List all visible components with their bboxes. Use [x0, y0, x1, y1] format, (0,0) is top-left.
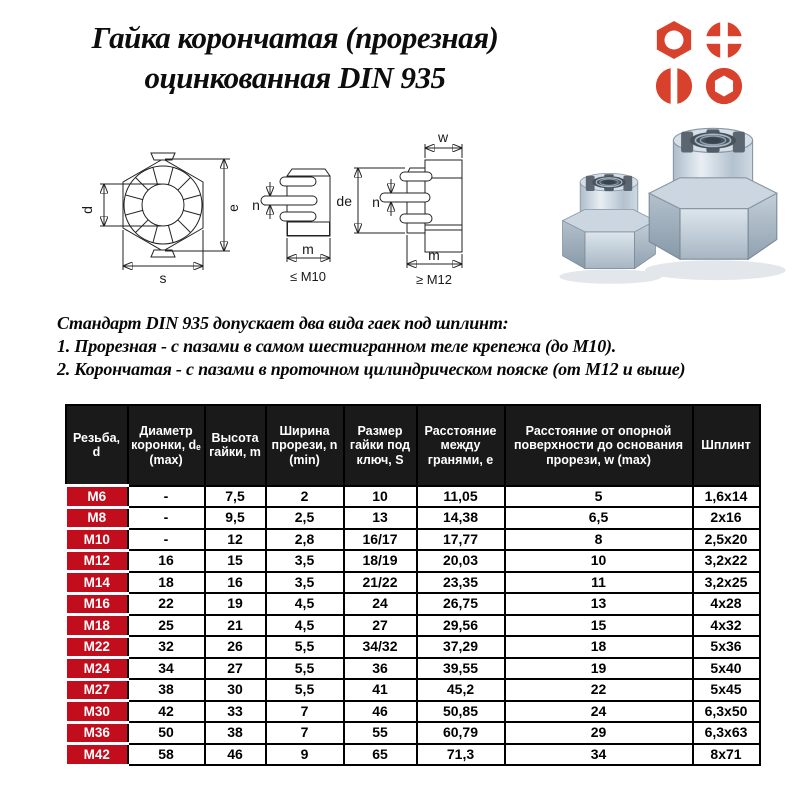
spec-value-cell: 4x32	[693, 615, 760, 637]
hex-nut-icon	[652, 20, 696, 60]
spec-value-cell: 58	[128, 744, 205, 766]
table-row	[66, 593, 760, 615]
spec-value-cell: 38	[128, 679, 205, 701]
spec-value-cell: 3,2x22	[693, 550, 760, 572]
spec-table-head-row	[66, 405, 760, 486]
spec-value-cell: 46	[344, 701, 417, 723]
spec-value-cell: 26,75	[417, 593, 505, 615]
column-header: Диаметр коронки, dₑ (max)	[128, 405, 205, 486]
table-row	[66, 486, 760, 508]
brand-logo	[652, 20, 746, 106]
table-row	[66, 701, 760, 723]
description-line: 2. Корончатая - с пазами в проточном цилиндрическом пояске (от М12 и выше)	[57, 359, 686, 379]
spec-value-cell: 65	[344, 744, 417, 766]
spec-value-cell: 21	[205, 615, 266, 637]
spec-value-cell: 16/17	[344, 529, 417, 551]
spec-value-cell: 18/19	[344, 550, 417, 572]
thread-size-cell: M42	[66, 744, 128, 766]
dim-label-d: d	[79, 206, 95, 214]
spec-value-cell: 27	[205, 658, 266, 680]
hex-socket-icon	[702, 66, 746, 106]
castle-nut-large	[645, 128, 786, 280]
spec-value-cell: 10	[505, 550, 693, 572]
spec-value-cell: 30	[205, 679, 266, 701]
dim-label-e: e	[225, 204, 241, 212]
spec-value-cell: 15	[205, 550, 266, 572]
spec-value-cell: -	[128, 529, 205, 551]
spec-value-cell: 5,5	[266, 658, 344, 680]
spec-value-cell: 1,6x14	[693, 486, 760, 508]
caption-m12: ≥ М12	[415, 272, 453, 287]
table-row	[66, 529, 760, 551]
thread-size-cell: M24	[66, 658, 128, 680]
spec-value-cell: 21/22	[344, 572, 417, 594]
spec-value-cell: 42	[128, 701, 205, 723]
thread-size-cell: M6	[66, 486, 128, 508]
dim-label-m-large: m	[428, 247, 440, 263]
thread-size-cell: M10	[66, 529, 128, 551]
spec-value-cell: 26	[205, 636, 266, 658]
spec-value-cell: 4,5	[266, 615, 344, 637]
spec-value-cell: 32	[128, 636, 205, 658]
spec-value-cell: 13	[344, 507, 417, 529]
spec-value-cell: 37,29	[417, 636, 505, 658]
spec-value-cell: 16	[128, 550, 205, 572]
dimensions-table-wrap	[64, 404, 761, 767]
spec-value-cell: 55	[344, 722, 417, 744]
spec-value-cell: 46	[205, 744, 266, 766]
page-title-line2: оцинкованная DIN 935	[144, 60, 446, 95]
spec-value-cell: 71,3	[417, 744, 505, 766]
spec-value-cell: 3,5	[266, 572, 344, 594]
table-row	[66, 507, 760, 529]
spec-value-cell: 3,5	[266, 550, 344, 572]
spec-value-cell: 34	[505, 744, 693, 766]
spec-value-cell: 38	[205, 722, 266, 744]
column-header: Резьба, d	[66, 405, 128, 486]
table-row	[66, 636, 760, 658]
side-view-slotted-drawing	[252, 169, 330, 284]
spec-value-cell: 5x36	[693, 636, 760, 658]
spec-value-cell: 13	[505, 593, 693, 615]
column-header: Шплинт	[693, 405, 760, 486]
spec-table-body	[66, 486, 760, 766]
spec-value-cell: 4x28	[693, 593, 760, 615]
spec-value-cell: 27	[344, 615, 417, 637]
spec-value-cell: 19	[205, 593, 266, 615]
table-row	[66, 744, 760, 766]
spec-value-cell: 6,3x50	[693, 701, 760, 723]
spec-value-cell: 6,3x63	[693, 722, 760, 744]
caption-m10: ≤ М10	[289, 269, 327, 284]
spec-value-cell: 8x71	[693, 744, 760, 766]
spec-value-cell: 16	[205, 572, 266, 594]
spec-value-cell: -	[128, 486, 205, 508]
spec-value-cell: 25	[128, 615, 205, 637]
spec-value-cell: 5,5	[266, 636, 344, 658]
thread-size-cell: M22	[66, 636, 128, 658]
page-title-line1: Гайка корончатая (прорезная)	[91, 20, 499, 55]
spec-value-cell: 14,38	[417, 507, 505, 529]
spec-table-head	[66, 405, 760, 486]
spec-value-cell: 9	[266, 744, 344, 766]
thread-size-cell: M14	[66, 572, 128, 594]
thread-size-cell: M12	[66, 550, 128, 572]
dim-label-m-small: m	[302, 241, 314, 257]
spec-value-cell: 4,5	[266, 593, 344, 615]
spec-value-cell: 22	[128, 593, 205, 615]
spec-value-cell: 7	[266, 701, 344, 723]
dim-label-n-large: n	[372, 194, 380, 210]
spec-value-cell: 5x40	[693, 658, 760, 680]
column-header: Расстояние между гранями, e	[417, 405, 505, 486]
spec-value-cell: 29,56	[417, 615, 505, 637]
spec-value-cell: 34	[128, 658, 205, 680]
spec-value-cell: 23,35	[417, 572, 505, 594]
spec-value-cell: 41	[344, 679, 417, 701]
column-header: Высота гайки, m	[205, 405, 266, 486]
spec-value-cell: 2,5	[266, 507, 344, 529]
spec-value-cell: 7	[266, 722, 344, 744]
table-row	[66, 550, 760, 572]
spec-value-cell: 7,5	[205, 486, 266, 508]
thread-size-cell: M18	[66, 615, 128, 637]
spec-value-cell: 2x16	[693, 507, 760, 529]
spec-value-cell: 29	[505, 722, 693, 744]
spec-value-cell: 2,5x20	[693, 529, 760, 551]
thread-size-cell: M16	[66, 593, 128, 615]
castle-nut-small	[559, 173, 661, 283]
spec-value-cell: 39,55	[417, 658, 505, 680]
spec-value-cell: 11,05	[417, 486, 505, 508]
description-line: Стандарт DIN 935 допускает два вида гаек под шплинт:	[57, 313, 509, 333]
spec-value-cell: 20,03	[417, 550, 505, 572]
spec-value-cell: 2	[266, 486, 344, 508]
spec-value-cell: 60,79	[417, 722, 505, 744]
spec-value-cell: 8	[505, 529, 693, 551]
table-row	[66, 658, 760, 680]
spec-value-cell: 5	[505, 486, 693, 508]
dim-label-n-small: n	[252, 197, 260, 213]
spec-value-cell: 18	[128, 572, 205, 594]
spec-value-cell: 24	[344, 593, 417, 615]
thread-size-cell: M27	[66, 679, 128, 701]
page-title	[28, 18, 562, 98]
table-row	[66, 572, 760, 594]
spec-value-cell: 6,5	[505, 507, 693, 529]
spec-value-cell: 24	[505, 701, 693, 723]
spec-value-cell: 9,5	[205, 507, 266, 529]
table-row	[66, 679, 760, 701]
spec-value-cell: 10	[344, 486, 417, 508]
column-header: Размер гайки под ключ, S	[344, 405, 417, 486]
table-row	[66, 615, 760, 637]
slotted-screw-icon	[652, 66, 696, 106]
top-view-drawing	[79, 153, 241, 286]
thread-size-cell: M36	[66, 722, 128, 744]
spec-value-cell: 5,5	[266, 679, 344, 701]
standard-description	[57, 312, 771, 381]
spec-value-cell: 2,8	[266, 529, 344, 551]
spec-value-cell: 5x45	[693, 679, 760, 701]
dim-label-de: de	[336, 193, 352, 209]
column-header: Расстояние от опорной поверхности до основания прорези, w (max)	[505, 405, 693, 486]
side-view-castellated-drawing	[336, 129, 462, 287]
table-row	[66, 722, 760, 744]
castle-nuts-photo	[497, 115, 795, 300]
spec-value-cell: 11	[505, 572, 693, 594]
dim-label-w: w	[437, 129, 449, 145]
spec-value-cell: 17,77	[417, 529, 505, 551]
description-line: 1. Прорезная - с пазами в самом шестигранном теле крепежа (до М10).	[57, 336, 617, 356]
spec-value-cell: -	[128, 507, 205, 529]
spec-value-cell: 3,2x25	[693, 572, 760, 594]
spec-value-cell: 19	[505, 658, 693, 680]
spec-value-cell: 33	[205, 701, 266, 723]
thread-size-cell: M8	[66, 507, 128, 529]
spec-value-cell: 36	[344, 658, 417, 680]
dim-label-s: s	[159, 270, 167, 286]
spec-value-cell: 18	[505, 636, 693, 658]
spec-value-cell: 22	[505, 679, 693, 701]
technical-drawing	[58, 120, 518, 300]
column-header: Ширина прорези, n (min)	[266, 405, 344, 486]
spec-table	[64, 404, 761, 767]
spec-value-cell: 50,85	[417, 701, 505, 723]
phillips-screw-icon	[702, 20, 746, 60]
spec-value-cell: 34/32	[344, 636, 417, 658]
thread-size-cell: M30	[66, 701, 128, 723]
spec-value-cell: 45,2	[417, 679, 505, 701]
spec-value-cell: 15	[505, 615, 693, 637]
spec-value-cell: 12	[205, 529, 266, 551]
spec-value-cell: 50	[128, 722, 205, 744]
